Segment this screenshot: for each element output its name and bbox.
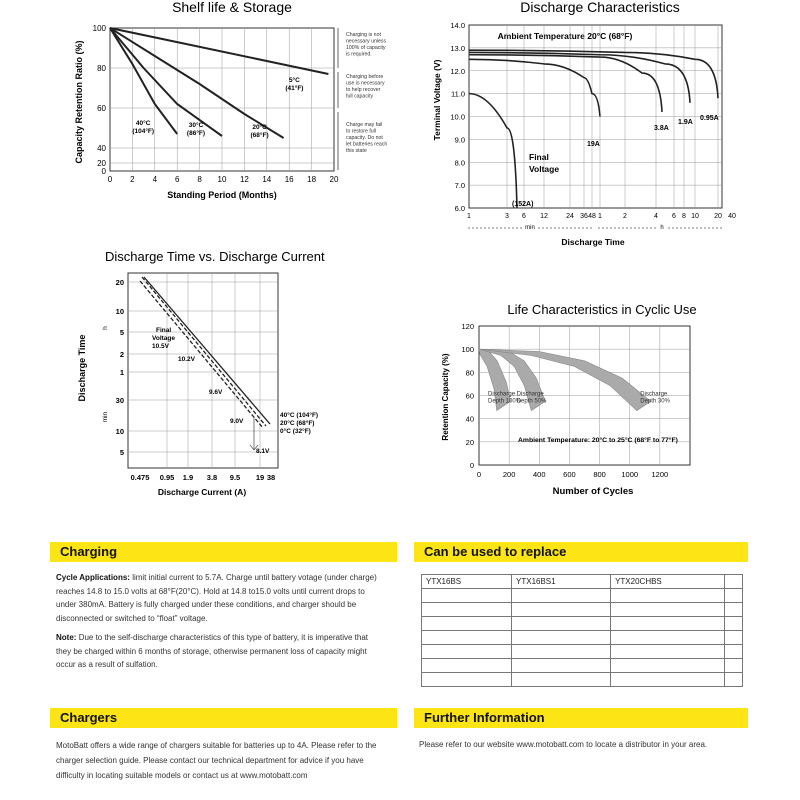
series-label: 1.9A — [678, 119, 693, 126]
table-cell — [724, 645, 742, 659]
table-cell — [611, 631, 725, 645]
y-tick-label: 9.0 — [454, 135, 465, 145]
table-cell — [422, 659, 512, 673]
x-tick-label: 24 — [566, 213, 574, 220]
y-tick-label: 8.0 — [454, 158, 465, 168]
y-tick-label: 20 — [465, 437, 474, 447]
table-cell — [512, 631, 611, 645]
chart-subtitle: Ambient Temperature 20°C (68°F) — [497, 31, 633, 41]
plot-frame — [128, 273, 278, 468]
table-row — [422, 603, 743, 617]
y-tick-label: 10.0 — [450, 112, 465, 122]
table-cell — [422, 673, 512, 687]
cycle-life-chart — [430, 290, 750, 510]
table-cell: YTX16BS1 — [512, 575, 611, 589]
series-label: 5°C (41°F) — [285, 77, 304, 92]
x-tick-label: 6 — [522, 213, 526, 220]
x-tick-label: 0 — [107, 175, 113, 184]
series-label: 3.8A — [654, 125, 669, 132]
y-tick-label: 80 — [465, 368, 474, 378]
series-line — [142, 277, 266, 426]
x-tick-label: 0 — [476, 470, 482, 479]
x-tick-label: 200 — [502, 470, 516, 479]
x-tick-label: 3.8 — [206, 473, 218, 482]
further-information-header: Further Information — [414, 708, 748, 728]
replace-table — [421, 574, 743, 687]
series-line — [110, 28, 177, 134]
x-tick-label: 10 — [691, 213, 699, 220]
x-tick-label: 6 — [174, 175, 180, 184]
x-tick-label: 800 — [593, 470, 606, 479]
table-row — [422, 645, 743, 659]
y-axis-label: Discharge Time — [77, 334, 87, 402]
x-axis-label: Number of Cycles — [552, 486, 634, 497]
x-tick-label: 38 — [266, 473, 276, 482]
annotation-label: 9.6V — [209, 389, 223, 396]
x-tick-label: 400 — [533, 470, 546, 479]
charging-header: Charging — [50, 542, 397, 562]
chart-title: Life Characteristics in Cyclic Use — [507, 302, 697, 317]
table-cell — [611, 603, 725, 617]
annotation-label: 10.2V — [178, 356, 195, 363]
table-cell: YTX16BS — [422, 575, 512, 589]
table-row — [422, 659, 743, 673]
x-tick-label: 16 — [284, 175, 294, 184]
x-tick-label: 3 — [505, 213, 509, 220]
table-cell — [724, 603, 742, 617]
x-axis-label: Discharge Current (A) — [157, 487, 247, 497]
x-tick-label: 1 — [598, 213, 602, 220]
series-label: 30°C (86°F) — [186, 122, 206, 137]
table-cell — [611, 617, 725, 631]
y-tick-label: 0 — [101, 167, 106, 176]
x-axis-label: Standing Period (Months) — [167, 190, 277, 200]
x-tick-label: 2 — [623, 213, 627, 220]
y-tick-label: 13.0 — [450, 43, 465, 53]
x-tick-label: 14 — [262, 175, 272, 184]
replace-header: Can be used to replace — [414, 542, 748, 562]
discharge-characteristics-chart — [420, 0, 740, 250]
x-tick-label: 8 — [197, 175, 202, 184]
table-row — [422, 575, 743, 589]
x-tick-label: 1200 — [651, 470, 669, 479]
y-tick-label: 1 — [119, 368, 124, 377]
x-tick-label: 9.5 — [229, 473, 241, 482]
table-cell — [724, 575, 742, 589]
x-tick-label: 48 — [588, 213, 596, 220]
series-label: 20°C (68°F) — [250, 124, 269, 139]
x-tick-label: 10 — [217, 175, 227, 184]
series-label: 40°C (104°F) — [280, 412, 319, 419]
note-charge-before-use: Charging before use is necessary to help recover full capacity — [346, 74, 385, 100]
y-tick-label: 80 — [97, 64, 106, 73]
y-tick-label: 10 — [115, 307, 124, 316]
x-tick-label: 1.9 — [182, 473, 194, 482]
series-line — [469, 59, 600, 116]
chart-title: Shelf life & Storage — [172, 0, 292, 15]
y-tick-label: 11.0 — [450, 89, 465, 99]
table-cell — [422, 617, 512, 631]
ambient-temp-annotation: Ambient Temperature: 20°C to 25°C (68°F to 77°F) — [518, 437, 678, 444]
y-axis-label: Capacity Retention Ratio (%) — [74, 40, 84, 164]
table-cell — [512, 589, 611, 603]
annotation-label: 9.0V — [230, 418, 244, 425]
chart-title: Discharge Characteristics — [520, 0, 680, 15]
y-tick-label: 5 — [119, 448, 124, 457]
table-cell — [512, 645, 611, 659]
unit-h: h — [102, 326, 109, 330]
x-tick-label: 12 — [540, 213, 548, 220]
unit-min: min — [525, 225, 535, 231]
annotation-label: 8.1V — [256, 448, 270, 455]
chart-title: Discharge Time vs. Discharge Current — [105, 249, 325, 264]
series-label: 40°C (104°F) — [132, 120, 155, 135]
table-row — [422, 589, 743, 603]
x-tick-label: 12 — [239, 175, 249, 184]
cycle-applications-text: Cycle Applications: limit initial current to 5.7A. Charge until battery votage (under charge) reaches 14.8 to 15.0 volts at 68°F(20°C). Hold at 14.8 to15.0 volts until current drops to under 380mA. Battery is fully charged under these conditions, and charger should be disconnected or switched to “float” voltage. — [56, 573, 377, 623]
table-cell — [512, 659, 611, 673]
x-tick-label: 20 — [714, 213, 722, 220]
final-voltage-label-2: Voltage — [529, 164, 560, 174]
y-tick-label: 2 — [119, 350, 124, 359]
x-tick-label: 20 — [329, 175, 339, 184]
y-tick-label: 60 — [97, 104, 106, 113]
table-cell — [611, 659, 725, 673]
final-voltage-label: Final — [529, 152, 549, 162]
table-cell — [724, 673, 742, 687]
y-tick-label: 30 — [115, 396, 124, 405]
table-cell — [422, 589, 512, 603]
further-information-text: Please refer to our website www.motobatt.com to locate a distributor in your area. — [419, 740, 708, 749]
note-text: Note: Due to the self-discharge characteristics of this type of battery, it is imperative that they be charged within 6 months of storage, otherwise permanent loss of capacity might occur as a result of sulfation. — [56, 633, 368, 669]
table-cell — [724, 589, 742, 603]
table-cell — [611, 645, 725, 659]
x-axis-label: Discharge Time — [561, 237, 625, 247]
x-tick-label: 18 — [307, 175, 317, 184]
y-tick-label: 40 — [97, 144, 106, 153]
y-tick-label: 20 — [115, 278, 124, 287]
y-tick-label: 5 — [119, 328, 124, 337]
table-cell — [611, 673, 725, 687]
y-tick-label: 7.0 — [454, 181, 465, 191]
y-axis-label: Retention Capacity (%) — [441, 353, 450, 441]
x-tick-label: 6 — [672, 213, 676, 220]
charging-section — [56, 571, 380, 672]
table-cell — [422, 603, 512, 617]
x-tick-label: 4 — [152, 175, 158, 184]
y-tick-label: 40 — [465, 414, 474, 424]
x-tick-label: 4 — [654, 213, 658, 220]
series-label: (152A) — [512, 201, 534, 208]
table-cell: YTX20CHBS — [611, 575, 725, 589]
x-tick-label: 40 — [728, 213, 736, 220]
x-tick-label: 0.475 — [130, 473, 150, 482]
series-line — [144, 277, 270, 424]
series-line — [469, 55, 662, 112]
discharge-time-chart — [70, 240, 370, 500]
chargers-text: MotoBatt offers a wide range of chargers suitable for batteries up to 4A. Please refer to the charger selection guide. Please contact our technical department for advice if you have difficulty in locating suitable models or contact us at www.motobatt.com — [56, 741, 377, 780]
x-tick-label: 1 — [467, 213, 471, 220]
series-label: Discharge Depth 30% — [640, 391, 670, 405]
y-tick-label: 100 — [461, 345, 474, 355]
series-label: Discharge Depth 100% — [488, 391, 522, 405]
table-cell — [724, 631, 742, 645]
table-row — [422, 631, 743, 645]
table-cell — [512, 673, 611, 687]
series-line — [140, 281, 263, 428]
series-label: 20°C (68°F) — [280, 420, 315, 427]
x-tick-label: 600 — [563, 470, 576, 479]
table-row — [422, 673, 743, 687]
note-may-fail: Charge may fail to restore full capacity. Do not let batteries reach this state — [346, 122, 388, 154]
note-no-charge: Charging is not necessary unless 100% of capacity is required. — [346, 32, 387, 58]
annotation-arrow — [250, 417, 258, 450]
table-cell — [611, 589, 725, 603]
series-line — [469, 94, 517, 208]
series-label: 19A — [587, 141, 600, 148]
table-row — [422, 617, 743, 631]
series-label: Discharge Depth 50% — [516, 391, 547, 405]
y-axis-label: Terminal Voltage (V) — [432, 59, 442, 141]
x-tick-label: 19 — [255, 473, 265, 482]
table-cell — [512, 603, 611, 617]
y-tick-label: 0 — [469, 461, 474, 470]
y-tick-label: 20 — [97, 159, 106, 168]
series-label: 0.95A — [700, 115, 719, 122]
table-cell — [724, 659, 742, 673]
shelf-life-chart — [60, 0, 400, 210]
table-cell — [422, 631, 512, 645]
x-tick-label: 1000 — [621, 470, 639, 479]
y-tick-label: 60 — [465, 391, 474, 401]
y-tick-label: 100 — [92, 24, 106, 33]
y-tick-label: 6.0 — [454, 204, 465, 213]
series-label: 0°C (32°F) — [280, 428, 311, 435]
unit-min: min — [102, 411, 109, 423]
y-tick-label: 12.0 — [450, 66, 465, 76]
table-cell — [422, 645, 512, 659]
annotation-label: Final — [156, 327, 172, 334]
annotation-label: 10.5V — [152, 343, 169, 350]
annotation-label: Voltage — [152, 335, 175, 342]
chargers-header: Chargers — [50, 708, 397, 728]
x-tick-label: 0.95 — [159, 473, 175, 482]
y-tick-label: 14.0 — [450, 21, 465, 30]
table-cell — [512, 617, 611, 631]
x-tick-label: 36 — [580, 213, 588, 220]
x-tick-label: 2 — [130, 175, 135, 184]
y-tick-label: 120 — [461, 322, 474, 331]
unit-h: h — [660, 225, 664, 231]
x-tick-label: 8 — [682, 213, 686, 220]
y-tick-label: 10 — [115, 427, 124, 436]
table-cell — [724, 617, 742, 631]
